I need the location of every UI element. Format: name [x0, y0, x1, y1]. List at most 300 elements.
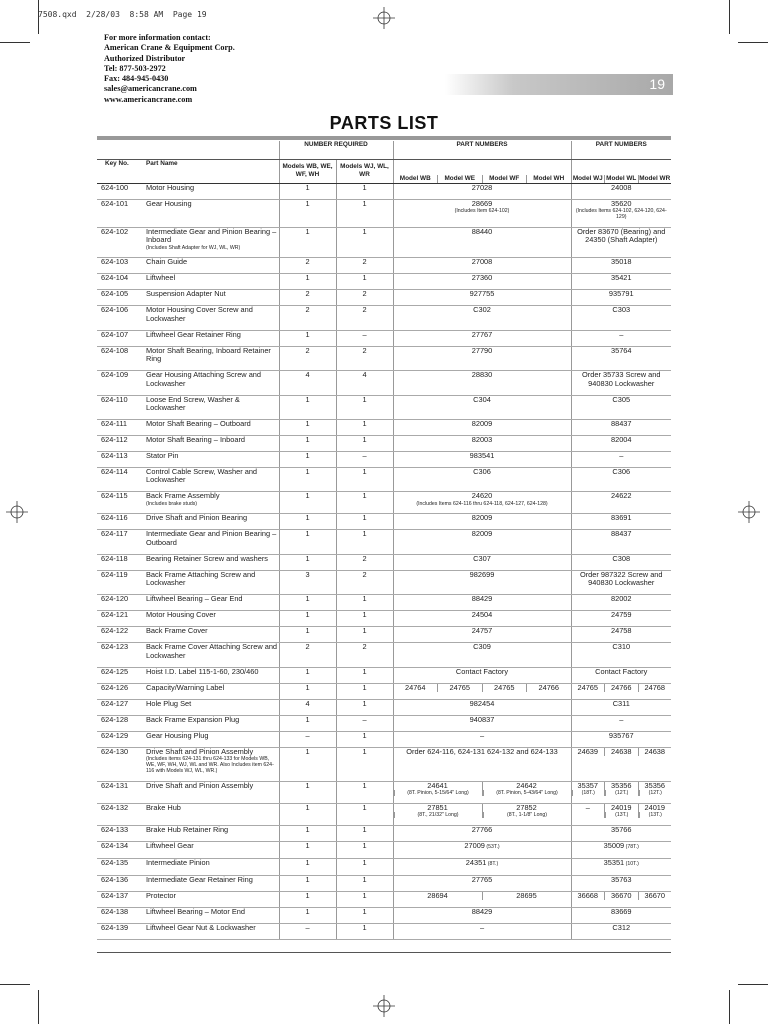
qty-wb-wh: 1 — [279, 825, 336, 841]
qty-wb-wh: 4 — [279, 371, 336, 395]
qty-wj-wr: 1 — [336, 274, 393, 290]
table-row — [97, 803, 671, 825]
part-number-wj-wr-value: 82004 — [610, 435, 632, 445]
key-no: 624-133 — [97, 825, 143, 841]
part-number-wj-wr-value: Order 83670 (Bearing) and 24350 (Shaft Adapter) — [577, 227, 666, 245]
key-no: 624-112 — [97, 436, 143, 452]
part-number-wj-wr-value-text: 24765 — [577, 683, 599, 692]
contact-line: Authorized Distributor — [104, 53, 186, 63]
part-number-wj-wr — [571, 420, 671, 436]
part-number-wj-wr-value: C308 — [612, 554, 631, 563]
part-name — [143, 514, 279, 530]
key-no: 624-135 — [97, 858, 143, 875]
part-number-wb-wh-value-text: 28695 — [516, 891, 537, 900]
qty-wj-wr: 1 — [336, 595, 393, 611]
table-row — [97, 781, 671, 803]
contact-line: For more information contact: — [104, 33, 211, 42]
page-number: 19 — [649, 76, 665, 92]
part-number-wb-wh-value: 82009 — [471, 529, 493, 539]
part-number-wj-wr-value: C306 — [612, 467, 631, 477]
part-number-wb-wh-value: 27790 — [471, 346, 493, 355]
part-name — [143, 715, 279, 731]
part-number-wj-wr-value: 35764 — [610, 346, 632, 355]
part-number-wj-wr — [571, 731, 671, 747]
part-number-wb-wh-value: 982454 — [469, 699, 495, 708]
part-number-wb-wh — [393, 290, 571, 306]
header-part-numbers-b: PART NUMBERS — [571, 141, 671, 160]
part-number-wb-wh-value: 88440 — [471, 227, 493, 236]
part-number-wj-wr-value — [638, 684, 672, 692]
part-number-wj-wr-value-text: 35356 — [610, 781, 632, 790]
crop-mark — [0, 42, 30, 43]
part-number-wj-wr — [571, 468, 671, 492]
part-number-wj-wr-value: 35421 — [610, 273, 632, 283]
part-name — [143, 595, 279, 611]
part-name — [143, 781, 279, 803]
qty-wj-wr: 1 — [336, 395, 393, 419]
key-no: 624-115 — [97, 492, 143, 514]
part-name — [143, 395, 279, 419]
qty-wj-wr: 2 — [336, 643, 393, 667]
part-number-wb-wh-value: 28830 — [471, 370, 493, 380]
part-number-wb-wh-split — [394, 804, 571, 818]
part-number-wb-wh-value-note: (8T. Pinion, 5-15/64" Long) — [394, 790, 482, 796]
qty-wb-wh: 1 — [279, 514, 336, 530]
part-name-text: Loose End Screw, Washer & Lockwasher — [146, 395, 240, 413]
qty-wj-wr: 1 — [336, 803, 393, 825]
part-number-wb-wh — [393, 803, 571, 825]
header-models-wb-wh — [393, 160, 571, 184]
key-no: 624-123 — [97, 643, 143, 667]
table-row — [97, 891, 671, 907]
part-name-text: Drive Shaft and Pinion Assembly — [146, 747, 254, 756]
part-name-text: Motor Shaft Bearing, Inboard Retainer Ring — [146, 346, 271, 364]
part-number-wb-wh-value — [482, 892, 571, 900]
qty-wb-wh: 1 — [279, 395, 336, 419]
qty-wj-wr: 1 — [336, 228, 393, 258]
key-no: 624-103 — [97, 258, 143, 274]
part-name — [143, 699, 279, 715]
table-row — [97, 290, 671, 306]
qty-wb-wh: 2 — [279, 290, 336, 306]
part-name — [143, 841, 279, 858]
part-number-wj-wr — [571, 747, 671, 781]
part-number-wj-wr-value: 83669 — [610, 907, 632, 916]
part-number-wj-wr-value — [572, 782, 605, 796]
part-number-wj-wr — [571, 858, 671, 875]
part-name — [143, 627, 279, 643]
part-number-wb-wh-value: 27009 — [464, 841, 485, 850]
part-number-wj-wr-value: Order 987322 Screw and 940830 Lockwasher — [579, 570, 663, 588]
part-name — [143, 747, 279, 781]
part-number-wj-wr-value — [604, 748, 638, 756]
part-name-note: (Includes Shaft Adapter for WJ, WL, WR) — [146, 244, 241, 251]
part-number-wj-wr-value-text: 36668 — [577, 891, 599, 900]
qty-wj-wr: 1 — [336, 781, 393, 803]
table-row — [97, 731, 671, 747]
part-number-wj-wr — [571, 643, 671, 667]
qty-wb-wh: 1 — [279, 452, 336, 468]
table-row — [97, 570, 671, 594]
part-number-wb-wh — [393, 747, 571, 781]
part-number-wb-wh-value-note: (8T., 21/32" Long) — [394, 812, 482, 818]
header-key-no — [97, 160, 143, 184]
part-name-text: Gear Housing Plug — [146, 731, 209, 740]
qty-wj-wr: 1 — [336, 875, 393, 891]
table-row — [97, 699, 671, 715]
part-number-wj-wr-value: 83691 — [610, 513, 632, 523]
table-row — [97, 346, 671, 370]
registration-mark-icon — [738, 501, 760, 523]
part-number-wb-wh — [393, 514, 571, 530]
part-number-wb-wh — [393, 907, 571, 923]
part-number-wj-wr — [571, 923, 671, 939]
part-number-wj-wr — [571, 699, 671, 715]
part-name — [143, 554, 279, 570]
qty-wb-wh: 1 — [279, 492, 336, 514]
part-name — [143, 371, 279, 395]
key-no: 624-107 — [97, 330, 143, 346]
part-number-wj-wr-value: Contact Factory — [595, 667, 648, 676]
key-no: 624-102 — [97, 228, 143, 258]
key-no: 624-139 — [97, 923, 143, 939]
table-row — [97, 330, 671, 346]
key-no: 624-111 — [97, 420, 143, 436]
part-number-wj-wr-value-text: 24766 — [610, 683, 632, 692]
part-number-wj-wr-note: (Includes Items 624-102, 624-120, 624-129) — [575, 208, 667, 221]
page-number-bar — [445, 74, 673, 95]
part-number-wj-wr-value — [638, 782, 672, 796]
part-number-wb-wh-value — [394, 804, 482, 818]
table-row — [97, 643, 671, 667]
part-number-wb-wh-value — [482, 782, 571, 796]
part-number-wb-wh — [393, 274, 571, 290]
qty-wj-wr: 2 — [336, 290, 393, 306]
table-row — [97, 395, 671, 419]
part-number-wj-wr-value: 35763 — [610, 875, 632, 884]
key-no: 624-137 — [97, 891, 143, 907]
part-number-wj-wr-value — [638, 748, 672, 756]
key-no: 624-129 — [97, 731, 143, 747]
part-name — [143, 184, 279, 200]
part-number-wj-wr-value-text: 24768 — [644, 683, 666, 692]
part-name — [143, 907, 279, 923]
key-no: 624-119 — [97, 570, 143, 594]
header-row-groups — [97, 141, 671, 160]
part-number-wb-wh-value: C306 — [473, 467, 491, 477]
part-number-wb-wh — [393, 306, 571, 330]
part-number-wb-wh — [393, 715, 571, 731]
qty-wb-wh: 1 — [279, 875, 336, 891]
qty-wb-wh: 2 — [279, 258, 336, 274]
key-no: 624-114 — [97, 468, 143, 492]
part-name-text: Intermediate Pinion — [146, 858, 210, 867]
key-no: 624-106 — [97, 306, 143, 330]
part-number-wj-wr-value: 35018 — [610, 257, 632, 267]
part-number-wb-wh-value: – — [479, 731, 485, 740]
part-number-wb-wh — [393, 699, 571, 715]
part-number-wb-wh — [393, 667, 571, 683]
key-no: 624-125 — [97, 667, 143, 683]
qty-wj-wr: 1 — [336, 420, 393, 436]
part-number-wj-wr-value-note: (13T.) — [639, 812, 672, 818]
qty-wb-wh: 1 — [279, 228, 336, 258]
part-number-wb-wh-note: (Includes Item 624-102) — [454, 208, 510, 215]
part-name-note: (Includes brake studs) — [146, 500, 198, 507]
part-number-wb-wh — [393, 346, 571, 370]
header-blank — [143, 141, 279, 160]
part-number-wj-wr-value — [638, 804, 672, 818]
part-name-text: Drive Shaft and Pinion Assembly — [146, 781, 254, 790]
crop-mark — [729, 990, 730, 1024]
header-model-wr: Model WR — [639, 174, 671, 182]
key-no: 624-134 — [97, 841, 143, 858]
qty-wb-wh: 1 — [279, 747, 336, 781]
part-number-wb-wh-value: 88429 — [471, 907, 493, 916]
key-no: 624-136 — [97, 875, 143, 891]
part-number-wb-wh-inline-note: (8T.) — [486, 860, 499, 867]
part-number-wj-wr-value: 88437 — [610, 419, 632, 429]
qty-wb-wh: 1 — [279, 907, 336, 923]
part-number-wj-wr-value — [604, 684, 638, 692]
registration-mark-icon — [373, 995, 395, 1017]
table-row — [97, 228, 671, 258]
key-no: 624-130 — [97, 747, 143, 781]
part-name-text: Liftwheel Gear Retainer Ring — [146, 330, 241, 339]
part-name — [143, 858, 279, 875]
part-name — [143, 306, 279, 330]
part-number-wj-wr-split — [572, 782, 672, 796]
part-name-text: Motor Shaft Bearing – Inboard — [146, 435, 246, 445]
part-number-wb-wh — [393, 452, 571, 468]
key-no: 624-117 — [97, 530, 143, 554]
part-number-wj-wr-value-text: 24019 — [644, 803, 666, 812]
part-name-text: Intermediate Gear and Pinion Bearing – Inboard — [146, 227, 277, 245]
part-number-wb-wh-value: 82003 — [471, 435, 493, 445]
part-name-text: Control Cable Screw, Washer and Lockwasher — [146, 467, 258, 485]
part-number-wj-wr-value: Order 35733 Screw and 940830 Lockwasher — [582, 370, 661, 388]
part-number-wj-wr — [571, 492, 671, 514]
file-slug: 7508.qxd 2/28/03 8:58 AM Page 19 — [38, 10, 207, 19]
part-number-wb-wh-value — [482, 684, 527, 692]
part-number-wb-wh — [393, 570, 571, 594]
part-number-wb-wh — [393, 627, 571, 643]
table-row — [97, 907, 671, 923]
part-number-wj-wr-value — [604, 804, 638, 818]
part-name — [143, 923, 279, 939]
part-name — [143, 330, 279, 346]
qty-wb-wh: 1 — [279, 530, 336, 554]
part-number-wj-wr-value: 35620 — [610, 199, 632, 208]
qty-wj-wr: 1 — [336, 683, 393, 699]
part-number-wj-wr-inline-note: (10T.) — [624, 860, 639, 867]
qty-wb-wh: 2 — [279, 643, 336, 667]
part-number-wj-wr — [571, 891, 671, 907]
part-number-wj-wr-value: C305 — [612, 395, 631, 404]
part-number-wj-wr — [571, 452, 671, 468]
qty-wj-wr: 1 — [336, 699, 393, 715]
table-row — [97, 747, 671, 781]
part-number-wj-wr-value: 24008 — [610, 183, 632, 192]
part-number-wj-wr-value-text: 24638 — [610, 747, 632, 756]
qty-wb-wh: 4 — [279, 699, 336, 715]
qty-wj-wr: – — [336, 715, 393, 731]
qty-wb-wh: 1 — [279, 803, 336, 825]
part-number-wb-wh — [393, 891, 571, 907]
part-number-wb-wh-value: 940837 — [469, 715, 495, 724]
qty-wj-wr: 1 — [336, 667, 393, 683]
part-number-wj-wr-value: 935767 — [608, 731, 634, 740]
part-number-wb-wh — [393, 595, 571, 611]
header-model-we: Model WE — [437, 175, 482, 183]
parts-table — [97, 141, 671, 940]
part-number-wj-wr — [571, 228, 671, 258]
header-part-name-label: Part Name — [146, 160, 178, 167]
part-name — [143, 683, 279, 699]
part-number-wj-wr-value — [638, 892, 672, 900]
part-number-wb-wh-value: 27360 — [471, 273, 493, 283]
header-model-wj: Model WJ — [572, 174, 603, 182]
table-row — [97, 420, 671, 436]
part-name-text: Motor Housing — [146, 183, 195, 192]
key-no: 624-110 — [97, 395, 143, 419]
table-row — [97, 514, 671, 530]
table-row — [97, 436, 671, 452]
part-number-wb-wh-value-text: 27851 — [427, 803, 448, 812]
part-name-text: Liftwheel Gear Nut & Lockwasher — [146, 923, 256, 932]
part-number-wb-wh-value: 982699 — [469, 570, 495, 579]
qty-wb-wh: – — [279, 923, 336, 939]
part-number-wj-wr-value — [604, 892, 638, 900]
crop-mark — [738, 42, 768, 43]
table-row — [97, 184, 671, 200]
part-number-wb-wh-value: 24504 — [471, 610, 493, 620]
qty-wj-wr: 2 — [336, 306, 393, 330]
header-models-a: Models WB, WE, WF, WH — [279, 160, 336, 184]
part-name — [143, 530, 279, 554]
part-number-wj-wr-value: 35009 — [603, 841, 625, 850]
key-no: 624-104 — [97, 274, 143, 290]
part-number-wj-wr-value — [604, 782, 638, 796]
part-number-wb-wh-split — [394, 892, 571, 900]
part-name-text: Gear Housing — [146, 199, 192, 208]
qty-wb-wh: 1 — [279, 200, 336, 228]
page-title: PARTS LIST — [329, 113, 439, 133]
part-number-wb-wh-value: Order 624-116, 624-131 624-132 and 624-133 — [406, 747, 558, 756]
table-row — [97, 858, 671, 875]
key-no: 624-118 — [97, 554, 143, 570]
qty-wj-wr: – — [336, 452, 393, 468]
part-number-wb-wh-value: 88429 — [471, 594, 493, 604]
part-name-text: Stator Pin — [146, 451, 179, 461]
part-number-wb-wh-value-note: (8T., 1-1/8" Long) — [483, 812, 571, 818]
part-number-wj-wr — [571, 436, 671, 452]
table-row — [97, 875, 671, 891]
part-number-wb-wh — [393, 683, 571, 699]
part-name-note: (Includes items 624-131 thru 624-133 for Models WB, WE, WF, WH, WJ, WL and WR. Also Includes item 624-116 with Models WJ, WL, WR.) — [146, 756, 274, 775]
qty-wb-wh: 1 — [279, 781, 336, 803]
part-number-wb-wh-value: C302 — [473, 305, 491, 315]
key-no: 624-121 — [97, 611, 143, 627]
part-number-wj-wr-value-note: (12T.) — [605, 790, 638, 796]
qty-wb-wh: 1 — [279, 436, 336, 452]
part-number-wj-wr-value — [572, 804, 605, 818]
part-number-wb-wh — [393, 228, 571, 258]
header-number-required: NUMBER REQUIRED — [279, 141, 393, 160]
part-number-wb-wh-value — [437, 684, 482, 692]
qty-wb-wh: 1 — [279, 611, 336, 627]
part-number-wj-wr-value-text: 24639 — [577, 747, 599, 756]
part-name-text: Back Frame Expansion Plug — [146, 715, 240, 724]
header-blank — [97, 141, 143, 160]
qty-wb-wh: 1 — [279, 468, 336, 492]
part-number-wb-wh — [393, 825, 571, 841]
qty-wb-wh: 1 — [279, 330, 336, 346]
qty-wj-wr: 1 — [336, 514, 393, 530]
part-number-wb-wh-value: 27028 — [471, 183, 493, 192]
part-number-wj-wr-split — [572, 684, 672, 692]
part-name-text: Motor Shaft Bearing – Outboard — [146, 419, 251, 429]
part-name-text: Brake Hub — [146, 803, 181, 812]
contact-line: Fax: 484-945-0430 — [104, 74, 169, 84]
table-row — [97, 923, 671, 939]
part-number-wj-wr-split — [572, 748, 672, 756]
part-number-wb-wh — [393, 858, 571, 875]
qty-wj-wr: 2 — [336, 346, 393, 370]
part-number-wj-wr-value-note: (18T.) — [572, 790, 605, 796]
crop-mark — [738, 984, 768, 985]
part-number-wb-wh — [393, 492, 571, 514]
part-name-text: Liftwheel Bearing – Motor End — [146, 907, 246, 916]
part-name-text: Back Frame Cover — [146, 626, 208, 636]
part-name-text: Suspension Adapter Nut — [146, 289, 226, 299]
part-name — [143, 468, 279, 492]
part-number-wb-wh — [393, 841, 571, 858]
part-name-text: Liftwheel — [146, 273, 176, 283]
part-number-wb-wh-value: 27765 — [471, 875, 493, 884]
key-no: 624-101 — [97, 200, 143, 228]
part-number-wj-wr — [571, 306, 671, 330]
part-number-wb-wh-inline-note: (53T.) — [484, 843, 500, 850]
part-number-wb-wh-value — [394, 892, 482, 900]
qty-wj-wr: 2 — [336, 554, 393, 570]
key-no: 624-126 — [97, 683, 143, 699]
header-models-wj-wr — [571, 160, 671, 184]
part-number-wb-wh-value: 24757 — [471, 626, 493, 636]
qty-wb-wh: 1 — [279, 715, 336, 731]
key-no: 624-113 — [97, 452, 143, 468]
part-number-wb-wh-value — [526, 684, 571, 692]
qty-wb-wh: 1 — [279, 841, 336, 858]
part-number-wb-wh-value-text: 24766 — [538, 683, 560, 692]
qty-wb-wh: 1 — [279, 683, 336, 699]
table-row — [97, 554, 671, 570]
part-number-wb-wh — [393, 554, 571, 570]
qty-wb-wh: 1 — [279, 420, 336, 436]
qty-wb-wh: 1 — [279, 184, 336, 200]
header-key-no-label: Key No. — [105, 160, 129, 167]
part-number-wj-wr — [571, 667, 671, 683]
part-name-text: Intermediate Gear and Pinion Bearing – Outboard — [146, 529, 277, 547]
qty-wb-wh: 2 — [279, 306, 336, 330]
qty-wj-wr: 1 — [336, 468, 393, 492]
qty-wb-wh: – — [279, 731, 336, 747]
qty-wb-wh: 3 — [279, 570, 336, 594]
part-number-wj-wr-value-text: 24638 — [644, 747, 666, 756]
part-number-wb-wh-value-text: 24764 — [404, 683, 426, 692]
part-number-wj-wr — [571, 330, 671, 346]
key-no: 624-127 — [97, 699, 143, 715]
